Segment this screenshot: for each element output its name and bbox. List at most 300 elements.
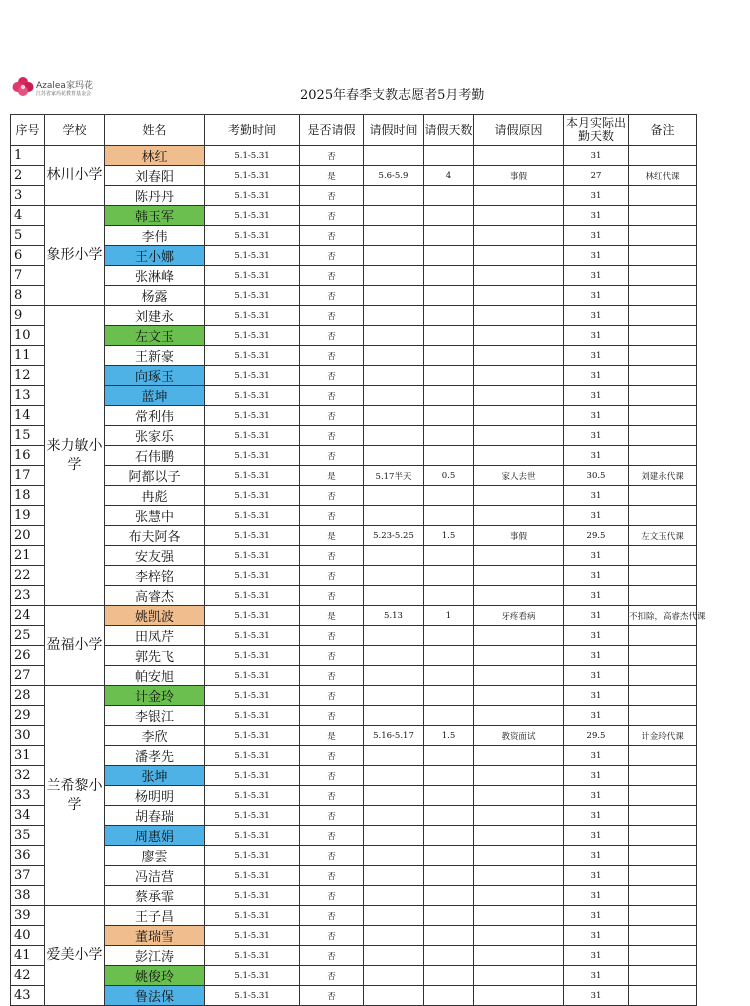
cell-seq: 23 [11,586,45,606]
table-row [11,846,697,866]
cell-leave-time [364,966,424,986]
cell-actual-days: 31 [564,866,629,886]
cell-leave: 否 [300,146,364,166]
cell-leave: 否 [300,746,364,766]
cell-seq: 2 [11,166,45,186]
cell-reason [474,966,564,986]
cell-note [629,386,697,406]
cell-note [629,866,697,886]
header-seq: 序号 [11,115,45,146]
cell-period: 5.1-5.31 [205,626,300,646]
table-row [11,546,697,566]
cell-note [629,306,697,326]
cell-leave-days [424,626,474,646]
cell-leave: 否 [300,886,364,906]
cell-reason [474,366,564,386]
organization-logo [8,74,148,104]
cell-name: 刘春阳 [105,166,205,186]
table-row [11,526,697,546]
cell-name: 冉彪 [105,486,205,506]
cell-name: 杨露 [105,286,205,306]
cell-period: 5.1-5.31 [205,946,300,966]
cell-seq: 6 [11,246,45,266]
cell-period: 5.1-5.31 [205,466,300,486]
cell-leave: 否 [300,286,364,306]
cell-leave-time: 5.13 [364,606,424,626]
cell-actual-days: 31 [564,786,629,806]
cell-leave: 否 [300,706,364,726]
cell-leave-days [424,806,474,826]
cell-leave-days [424,446,474,466]
table-row [11,466,697,486]
cell-name: 鲁法保 [105,986,205,1006]
cell-name: 胡春瑞 [105,806,205,826]
cell-leave-days [424,946,474,966]
cell-name: 姚凯波 [105,606,205,626]
cell-seq: 29 [11,706,45,726]
cell-period: 5.1-5.31 [205,726,300,746]
cell-name: 高睿杰 [105,586,205,606]
table-row [11,446,697,466]
cell-actual-days: 31 [564,906,629,926]
cell-note [629,266,697,286]
cell-leave-days [424,366,474,386]
table-row [11,406,697,426]
cell-leave-days: 0.5 [424,466,474,486]
table-row [11,766,697,786]
cell-leave: 否 [300,666,364,686]
cell-leave-time [364,806,424,826]
cell-reason [474,206,564,226]
table-row [11,166,697,186]
cell-seq: 1 [11,146,45,166]
cell-actual-days: 29.5 [564,726,629,746]
cell-leave-time [364,986,424,1006]
cell-reason [474,946,564,966]
cell-note [629,506,697,526]
cell-leave-time [364,366,424,386]
cell-period: 5.1-5.31 [205,746,300,766]
cell-period: 5.1-5.31 [205,526,300,546]
cell-actual-days: 31 [564,746,629,766]
cell-actual-days: 31 [564,446,629,466]
cell-leave: 否 [300,426,364,446]
cell-leave-days [424,766,474,786]
cell-note [629,446,697,466]
cell-note [629,806,697,826]
cell-leave: 否 [300,306,364,326]
cell-note: 左文玉代课 [629,526,697,546]
cell-actual-days: 31 [564,346,629,366]
cell-leave: 否 [300,486,364,506]
attendance-table [10,114,706,1006]
cell-reason [474,626,564,646]
cell-name: 李伟 [105,226,205,246]
cell-period: 5.1-5.31 [205,346,300,366]
table-row [11,206,697,226]
cell-actual-days: 31 [564,846,629,866]
cell-leave: 否 [300,366,364,386]
cell-name: 常利伟 [105,406,205,426]
cell-reason [474,326,564,346]
cell-note [629,826,697,846]
cell-seq: 26 [11,646,45,666]
table-row [11,146,697,166]
cell-leave-days [424,786,474,806]
cell-reason [474,786,564,806]
cell-leave-time [364,686,424,706]
cell-leave-time [364,506,424,526]
cell-leave-time [364,446,424,466]
table-row [11,306,697,326]
cell-leave-time [364,486,424,506]
cell-leave-days [424,686,474,706]
table-row [11,886,697,906]
cell-leave-time [364,386,424,406]
cell-leave-time [364,746,424,766]
cell-actual-days: 31 [564,986,629,1006]
cell-actual-days: 31 [564,246,629,266]
header-school: 学校 [45,115,105,146]
cell-name: 帕安旭 [105,666,205,686]
cell-actual-days: 31 [564,766,629,786]
cell-seq: 4 [11,206,45,226]
cell-name: 周惠娟 [105,826,205,846]
table-row [11,506,697,526]
cell-period: 5.1-5.31 [205,506,300,526]
table-row [11,386,697,406]
cell-period: 5.1-5.31 [205,886,300,906]
cell-reason [474,826,564,846]
cell-actual-days: 31 [564,666,629,686]
cell-period: 5.1-5.31 [205,906,300,926]
table-row [11,566,697,586]
cell-actual-days: 31 [564,326,629,346]
cell-leave: 是 [300,606,364,626]
cell-seq: 30 [11,726,45,746]
cell-seq: 18 [11,486,45,506]
table-row [11,946,697,966]
cell-name: 郭先飞 [105,646,205,666]
cell-name: 姚俊玲 [105,966,205,986]
cell-leave: 否 [300,186,364,206]
cell-leave-days [424,706,474,726]
cell-period: 5.1-5.31 [205,206,300,226]
cell-leave-time [364,406,424,426]
cell-period: 5.1-5.31 [205,546,300,566]
table-row [11,346,697,366]
cell-seq: 10 [11,326,45,346]
cell-leave: 否 [300,846,364,866]
cell-leave-days [424,186,474,206]
table-row [11,666,697,686]
cell-school: 爱美小学 [45,906,105,1006]
cell-period: 5.1-5.31 [205,426,300,446]
cell-leave-time [364,846,424,866]
cell-leave-time [364,906,424,926]
cell-period: 5.1-5.31 [205,966,300,986]
header-leave-time: 请假时间 [364,115,424,146]
cell-leave-time [364,146,424,166]
cell-leave-time [364,926,424,946]
cell-reason [474,746,564,766]
cell-name: 杨明明 [105,786,205,806]
table-row [11,246,697,266]
cell-reason [474,306,564,326]
cell-name: 田凤芹 [105,626,205,646]
cell-reason [474,646,564,666]
table-row [11,426,697,446]
cell-leave-days [424,966,474,986]
cell-name: 刘建永 [105,306,205,326]
cell-reason [474,686,564,706]
cell-leave-days [424,486,474,506]
cell-leave-time [364,766,424,786]
cell-leave: 是 [300,726,364,746]
cell-leave-days [424,506,474,526]
cell-note [629,186,697,206]
cell-name: 向琢玉 [105,366,205,386]
cell-note: 林红代课 [629,166,697,186]
table-row [11,606,697,626]
cell-note [629,786,697,806]
cell-reason [474,926,564,946]
cell-seq: 21 [11,546,45,566]
cell-leave: 是 [300,526,364,546]
cell-leave: 否 [300,406,364,426]
table-row [11,906,697,926]
cell-note [629,846,697,866]
cell-leave-time: 5.16-5.17 [364,726,424,746]
cell-leave-days [424,266,474,286]
cell-actual-days: 27 [564,166,629,186]
cell-leave-days [424,826,474,846]
cell-seq: 20 [11,526,45,546]
cell-note [629,906,697,926]
cell-note [629,326,697,346]
cell-leave-time: 5.17半天 [364,466,424,486]
cell-seq: 9 [11,306,45,326]
cell-leave-time [364,706,424,726]
cell-actual-days: 31 [564,606,629,626]
cell-leave-time [364,886,424,906]
cell-leave-time [364,246,424,266]
cell-leave-days [424,326,474,346]
cell-leave: 否 [300,326,364,346]
cell-school: 盈福小学 [45,606,105,686]
cell-period: 5.1-5.31 [205,806,300,826]
cell-seq: 14 [11,406,45,426]
cell-leave: 否 [300,906,364,926]
header-reason: 请假原因 [474,115,564,146]
table-row [11,966,697,986]
cell-actual-days: 31 [564,146,629,166]
cell-period: 5.1-5.31 [205,286,300,306]
cell-seq: 43 [11,986,45,1006]
cell-reason [474,286,564,306]
cell-reason [474,866,564,886]
cell-actual-days: 30.5 [564,466,629,486]
cell-leave-days [424,846,474,866]
cell-actual-days: 29.5 [564,526,629,546]
cell-seq: 28 [11,686,45,706]
cell-leave-days [424,926,474,946]
cell-note [629,766,697,786]
cell-name: 廖雲 [105,846,205,866]
cell-name: 陈丹丹 [105,186,205,206]
cell-leave-days [424,406,474,426]
cell-period: 5.1-5.31 [205,706,300,726]
cell-note [629,246,697,266]
cell-period: 5.1-5.31 [205,366,300,386]
cell-period: 5.1-5.31 [205,566,300,586]
cell-name: 计金玲 [105,686,205,706]
cell-note [629,206,697,226]
cell-period: 5.1-5.31 [205,926,300,946]
cell-name: 石伟鹏 [105,446,205,466]
cell-actual-days: 31 [564,206,629,226]
cell-name: 布夫阿各 [105,526,205,546]
table-row [11,726,697,746]
cell-reason [474,766,564,786]
cell-name: 左文玉 [105,326,205,346]
cell-leave-time [364,226,424,246]
cell-leave-days: 1 [424,606,474,626]
cell-period: 5.1-5.31 [205,146,300,166]
table-row [11,626,697,646]
page-title: 2025年春季支教志愿者5月考勤 [300,88,485,103]
cell-note: 不扣除，高睿杰代课 [629,606,697,626]
cell-seq: 40 [11,926,45,946]
cell-period: 5.1-5.31 [205,166,300,186]
cell-note [629,706,697,726]
cell-school: 来力敏小学 [45,306,105,606]
cell-actual-days: 31 [564,406,629,426]
cell-seq: 33 [11,786,45,806]
cell-seq: 8 [11,286,45,306]
cell-actual-days: 31 [564,566,629,586]
cell-actual-days: 31 [564,486,629,506]
cell-reason: 事假 [474,166,564,186]
cell-seq: 35 [11,826,45,846]
cell-actual-days: 31 [564,226,629,246]
cell-actual-days: 31 [564,186,629,206]
cell-reason [474,426,564,446]
cell-reason [474,266,564,286]
cell-name: 彭江涛 [105,946,205,966]
cell-reason: 事假 [474,526,564,546]
cell-seq: 31 [11,746,45,766]
cell-actual-days: 31 [564,546,629,566]
cell-reason [474,806,564,826]
cell-reason [474,546,564,566]
cell-leave-days [424,886,474,906]
cell-leave-days [424,226,474,246]
cell-leave-days [424,286,474,306]
cell-actual-days: 31 [564,366,629,386]
cell-reason: 家人去世 [474,466,564,486]
cell-leave-days [424,386,474,406]
cell-leave-time [364,266,424,286]
cell-reason [474,706,564,726]
table-row [11,706,697,726]
cell-period: 5.1-5.31 [205,986,300,1006]
cell-period: 5.1-5.31 [205,486,300,506]
cell-school: 林川小学 [45,146,105,206]
cell-reason [474,386,564,406]
cell-seq: 42 [11,966,45,986]
cell-name: 蔡承霏 [105,886,205,906]
cell-leave: 是 [300,166,364,186]
cell-period: 5.1-5.31 [205,226,300,246]
cell-note [629,426,697,446]
cell-note [629,226,697,246]
logo-brand-text: Azalea家玛花 [36,81,93,91]
cell-name: 张慧中 [105,506,205,526]
table-row [11,806,697,826]
cell-leave-time [364,306,424,326]
cell-leave-days [424,746,474,766]
header-actual-days: 本月实际出勤天数 [564,115,629,146]
cell-leave: 否 [300,826,364,846]
cell-note [629,926,697,946]
cell-reason [474,506,564,526]
cell-note [629,966,697,986]
cell-period: 5.1-5.31 [205,406,300,426]
table-row [11,286,697,306]
cell-seq: 17 [11,466,45,486]
cell-leave: 否 [300,446,364,466]
cell-name: 董瑞雪 [105,926,205,946]
cell-leave: 否 [300,766,364,786]
cell-leave-time [364,786,424,806]
table-row [11,986,697,1006]
cell-name: 潘孝先 [105,746,205,766]
cell-reason [474,886,564,906]
cell-leave-days [424,866,474,886]
cell-seq: 38 [11,886,45,906]
cell-seq: 11 [11,346,45,366]
cell-actual-days: 31 [564,266,629,286]
cell-seq: 36 [11,846,45,866]
cell-period: 5.1-5.31 [205,866,300,886]
cell-actual-days: 31 [564,946,629,966]
cell-seq: 27 [11,666,45,686]
cell-note [629,746,697,766]
cell-note [629,406,697,426]
cell-leave-time [364,426,424,446]
cell-reason [474,246,564,266]
cell-seq: 22 [11,566,45,586]
cell-actual-days: 31 [564,306,629,326]
cell-leave-days [424,346,474,366]
cell-actual-days: 31 [564,286,629,306]
cell-note [629,686,697,706]
header-name: 姓名 [105,115,205,146]
cell-reason [474,986,564,1006]
cell-leave-days [424,306,474,326]
header-note: 备注 [629,115,697,146]
cell-leave: 否 [300,866,364,886]
cell-leave: 否 [300,346,364,366]
cell-leave: 否 [300,926,364,946]
cell-reason [474,146,564,166]
table-row [11,646,697,666]
cell-leave-days [424,986,474,1006]
cell-name: 安友强 [105,546,205,566]
header-leave: 是否请假 [300,115,364,146]
cell-leave-days: 1.5 [424,726,474,746]
